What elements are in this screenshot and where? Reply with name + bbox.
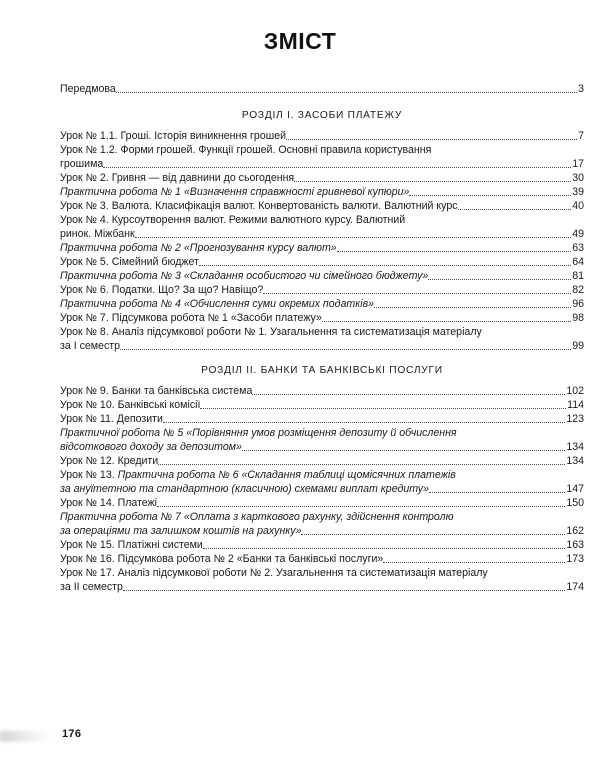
toc-entry-text: Урок № 9. Банки та банківська система: [60, 385, 253, 397]
toc-entry-page: 123: [566, 413, 584, 425]
toc-entry-page: 134: [566, 455, 584, 467]
dot-leader: [116, 82, 577, 96]
toc-entry-page: 64: [572, 256, 584, 268]
toc-entry-page: 82: [572, 284, 584, 296]
toc-entry-page: 162: [566, 525, 584, 537]
toc-entry-label: [60, 538, 203, 552]
dot-leader: [200, 398, 565, 412]
toc-entry-page: 99: [572, 340, 584, 352]
toc-entry[interactable]: [60, 398, 584, 412]
toc-entry-text: Урок № 6. Податки. Що? За що? Навіщо?: [60, 284, 264, 296]
toc-entry-line[interactable]: [60, 213, 584, 227]
toc-entry[interactable]: [60, 496, 584, 510]
table-of-contents: [60, 82, 584, 594]
toc-entry-text: Урок № 7. Підсумкова робота № 1 «Засоби платежу»: [60, 312, 322, 324]
toc-entry-text: Урок № 1.1. Гроші. Історія виникнення грошей: [60, 130, 287, 142]
toc-entry-text: Практична робота № 3 «Складання особистого чи сімейного бюджету»: [60, 270, 429, 282]
toc-entry-text-continued: за ануїтетною та стандартною (класичною) схемами виплат кредиту»: [60, 483, 429, 495]
toc-entry-text: Практична робота № 1 «Визначення справжності гривневої купюри»: [60, 186, 410, 198]
toc-entry[interactable]: [60, 269, 584, 283]
toc-entry-text: Практичної робота № 5 «Порівняння умов розміщення депозиту й обчислення: [60, 427, 457, 439]
toc-entry[interactable]: [60, 199, 584, 213]
toc-entry[interactable]: [60, 241, 584, 255]
toc-entry-text-continued: за I семестр: [60, 340, 120, 352]
toc-entry-text: Урок № 2. Гривня — від давнини до сьогодення: [60, 172, 295, 184]
dot-leader: [383, 552, 565, 566]
toc-entry-line[interactable]: [60, 566, 584, 580]
toc-section-heading: РОЗДІЛ I. ЗАСОБИ ПЛАТЕЖУ: [241, 110, 403, 121]
dot-leader: [242, 440, 565, 454]
toc-entry-label: [60, 199, 458, 213]
toc-entry-label: [60, 510, 454, 524]
toc-entry-label: [60, 426, 457, 440]
toc-entry-page: 39: [572, 186, 584, 198]
dot-leader: [322, 311, 571, 325]
toc-sections: [60, 110, 584, 594]
toc-entry[interactable]: [60, 524, 584, 538]
dot-leader: [158, 454, 565, 468]
dot-leader: [428, 269, 570, 283]
toc-entry-label: [60, 157, 103, 171]
toc-entry-label: [60, 227, 135, 241]
toc-entry-label: Передмова: [60, 83, 116, 95]
toc-entry-page: 174: [566, 581, 584, 593]
dot-leader: [374, 297, 571, 311]
dot-leader: [120, 339, 571, 353]
toc-entry-label: [60, 171, 294, 185]
toc-entry-page: 98: [572, 312, 584, 324]
toc-entry-label: [60, 482, 429, 496]
toc-entry[interactable]: [60, 255, 584, 269]
toc-entry-label: [60, 311, 322, 325]
toc-entry[interactable]: [60, 580, 584, 594]
toc-entry-prefix: Урок № 13.: [60, 469, 118, 481]
toc-entry-label: [60, 297, 374, 311]
toc-entry-page: 49: [572, 228, 584, 240]
dot-leader: [286, 129, 577, 143]
dot-leader: [135, 227, 571, 241]
toc-entry-line[interactable]: [60, 143, 584, 157]
toc-entry-line[interactable]: [60, 468, 584, 482]
toc-entry-label: [60, 580, 123, 594]
toc-entry-text: Практична робота № 4 «Обчислення суми окремих податків»: [60, 298, 375, 310]
dot-leader: [301, 524, 564, 538]
toc-entry-text: Урок № 8. Аналіз підсумкової роботи № 1. Узагальнення та систематизація матеріалу: [60, 326, 482, 338]
toc-entry[interactable]: [60, 440, 584, 454]
toc-entry-page: 163: [566, 539, 584, 551]
toc-entry-label: [60, 398, 200, 412]
toc-entry-text: Урок № 16. Підсумкова робота № 2 «Банки та банківські послуги»: [60, 553, 384, 565]
toc-entry[interactable]: [60, 297, 584, 311]
toc-entry-label: [60, 496, 157, 510]
toc-section-heading: РОЗДІЛ II. БАНКИ ТА БАНКІВСЬКІ ПОСЛУГИ: [201, 365, 443, 376]
toc-entry-label: [60, 524, 301, 538]
toc-entry-page: 17: [572, 158, 584, 170]
footer-page-number: 176: [62, 728, 82, 740]
toc-entry-label: [60, 213, 405, 227]
toc-entry-text: Урок № 10. Банківські комісії: [60, 399, 201, 411]
toc-entry-preface[interactable]: [60, 82, 584, 96]
toc-entry-page: 173: [566, 553, 584, 565]
toc-entry-page: 134: [566, 441, 584, 453]
toc-entry-text: Практична робота № 2 «Прогнозування курсу валют»: [60, 242, 337, 254]
toc-entry-label: [60, 412, 163, 426]
toc-entry-page: 102: [566, 385, 584, 397]
toc-entry-label: [60, 454, 158, 468]
page-title: ЗМІСТ: [263, 28, 337, 54]
toc-entry-page: 96: [572, 298, 584, 310]
toc-entry-text: Урок № 14. Платежі: [60, 497, 157, 509]
dot-leader: [203, 538, 565, 552]
dot-leader: [458, 199, 571, 213]
toc-entry-line[interactable]: [60, 325, 584, 339]
toc-entry-line[interactable]: [60, 426, 584, 440]
dot-leader: [199, 255, 571, 269]
toc-entry[interactable]: [60, 129, 584, 143]
toc-entry-text-continued: грошима: [60, 158, 104, 170]
dot-leader: [429, 482, 565, 496]
toc-entry[interactable]: [60, 412, 584, 426]
toc-entry-page: 30: [572, 172, 584, 184]
toc-entry-label: [60, 143, 431, 157]
toc-entry[interactable]: [60, 482, 584, 496]
toc-entry-page: 40: [572, 200, 584, 212]
toc-entry-label: [60, 384, 252, 398]
toc-entry-text: Урок № 12. Кредити: [60, 455, 159, 467]
toc-entry-text: Практична робота № 6 «Складання таблиці щомісячних платежів: [117, 469, 456, 481]
toc-entry-label: [60, 241, 337, 255]
toc-entry-text: Урок № 15. Платіжні системи: [60, 539, 203, 551]
toc-entry-text: Урок № 11. Депозити: [60, 413, 163, 425]
dot-leader: [294, 171, 571, 185]
toc-entry[interactable]: [60, 185, 584, 199]
toc-entry[interactable]: [60, 339, 584, 353]
toc-entry-label: [60, 283, 263, 297]
toc-entry-page: 150: [566, 497, 584, 509]
toc-entry-page: 3: [578, 83, 584, 95]
toc-entry-label: [60, 566, 488, 580]
toc-entry-text-continued: ринок. Міжбанк: [60, 228, 135, 240]
toc-entry[interactable]: [60, 171, 584, 185]
toc-entry-line[interactable]: [60, 510, 584, 524]
dot-leader: [163, 412, 565, 426]
toc-entry[interactable]: [60, 454, 584, 468]
toc-entry[interactable]: [60, 157, 584, 171]
dot-leader: [409, 185, 570, 199]
toc-entry-text: Урок № 3. Валюта. Класифікація валют. Конвертованість валюти. Валютний курс: [60, 200, 458, 212]
toc-entry-label: [60, 339, 120, 353]
toc-entry-label: [60, 325, 482, 339]
toc-entry-text: Урок № 17. Аналіз підсумкової роботи № 2. Узагальнення та систематизація матеріалу: [60, 567, 488, 579]
toc-entry[interactable]: [60, 283, 584, 297]
toc-entry-label: [60, 129, 286, 143]
scan-smudge: [0, 731, 52, 742]
toc-entry-text-continued: відсоткового доходу за депозитом»: [60, 441, 242, 453]
toc-entry-label: [60, 552, 383, 566]
toc-entry[interactable]: [60, 384, 584, 398]
toc-entry[interactable]: [60, 552, 584, 566]
dot-leader: [263, 283, 570, 297]
toc-entry-page: 81: [572, 270, 584, 282]
toc-entry-label: [60, 468, 456, 482]
toc-entry-page: 7: [578, 130, 584, 142]
toc-entry-text-continued: за операціями та залишком коштів на рахунку»: [60, 525, 302, 537]
toc-entry-page: 114: [567, 399, 584, 411]
toc-entry-label: [60, 255, 199, 269]
toc-entry-text-continued: за II семестр: [60, 581, 123, 593]
toc-entry-page: 147: [566, 483, 584, 495]
toc-entry-text: Урок № 4. Курсоутворення валют. Режими валютного курсу. Валютний: [60, 214, 406, 226]
dot-leader: [157, 496, 565, 510]
toc-entry-text: Урок № 1.2. Форми грошей. Функції грошей. Основні правила користування: [60, 144, 432, 156]
toc-entry-label: [60, 269, 428, 283]
toc-entry-page: 63: [572, 242, 584, 254]
toc-entry[interactable]: [60, 227, 584, 241]
toc-entry[interactable]: [60, 311, 584, 325]
dot-leader: [252, 384, 564, 398]
toc-entry[interactable]: [60, 538, 584, 552]
dot-leader: [103, 157, 570, 171]
toc-entry-text: Практична робота № 7 «Оплата з карткового рахунку, здійснення контролю: [60, 511, 454, 523]
dot-leader: [337, 241, 571, 255]
toc-entry-text: Урок № 5. Сімейний бюджет: [60, 256, 199, 268]
toc-entry-label: [60, 440, 242, 454]
toc-entry-label: [60, 185, 409, 199]
dot-leader: [123, 580, 565, 594]
